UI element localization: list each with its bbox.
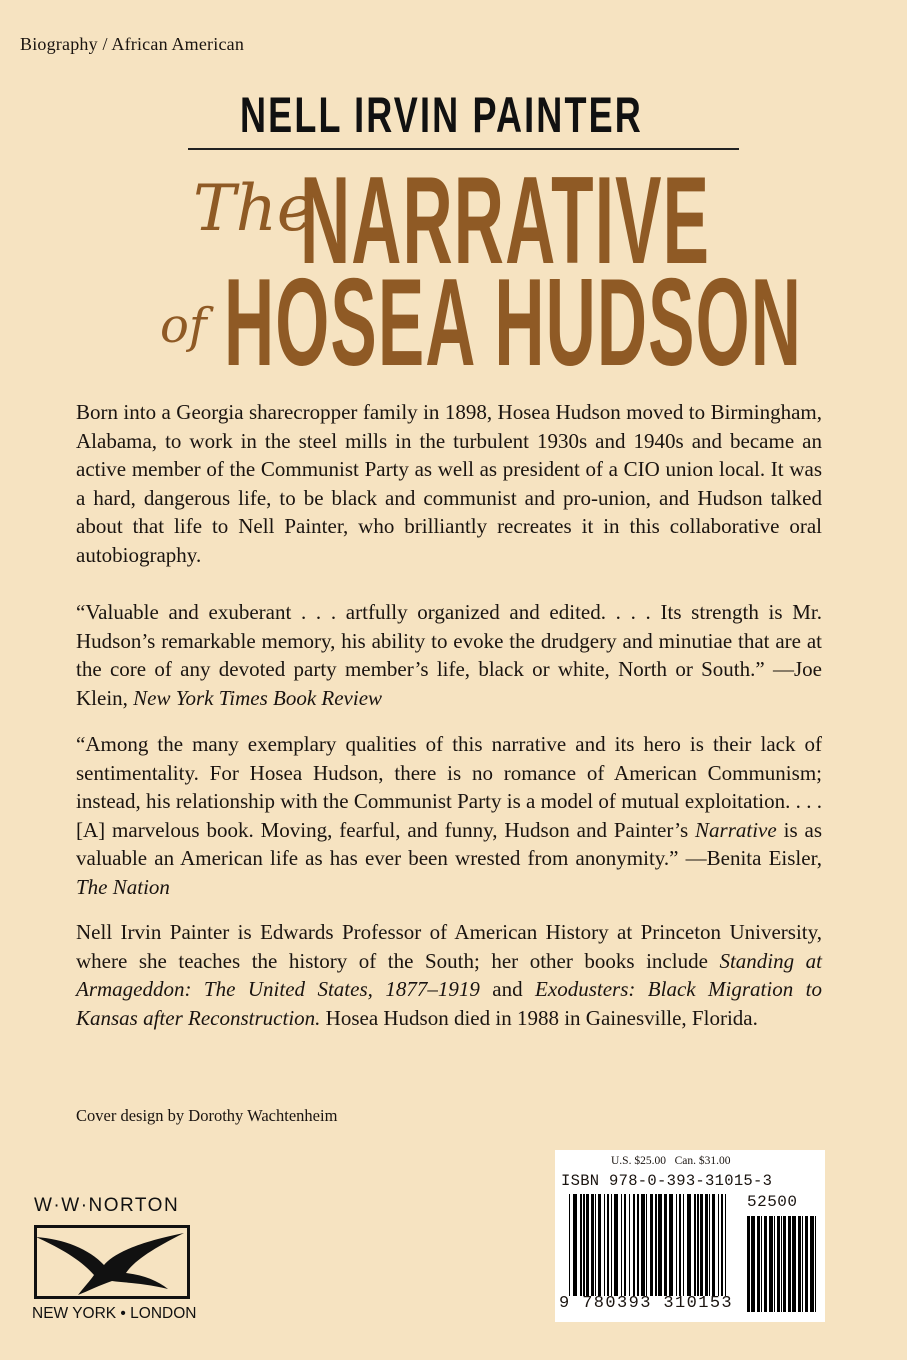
barcode-panel — [555, 1150, 825, 1322]
review-quote-klein — [76, 598, 822, 712]
barcode-bar — [788, 1216, 791, 1312]
barcode-bar — [781, 1216, 782, 1312]
barcode-bar — [792, 1216, 796, 1312]
barcode-bar — [697, 1194, 699, 1296]
barcode-bar — [725, 1194, 726, 1296]
review-quote-eisler — [76, 730, 822, 902]
barcode-bar — [637, 1194, 639, 1296]
review-quote-eisler-text: “Among the many exemplary qualities of this narrative and its hero is their lack of sentimentality. For Hosea Hudson, there is no romance of American Communism; instead, his relationship with the Communist Party is a model of mutual exploitation. . . . [A] marvelous book. Moving, fearful, and funny, Hudson and Painter’s — [76, 732, 822, 842]
seagull-logo-icon — [34, 1225, 190, 1299]
book-description: Born into a Georgia sharecropper family in 1898, Hosea Hudson moved to Birmingham, Alabama, to work in the steel mills in the turbulent 1930s and 1940s and became an active member of the Communist Party as well as president of a CIO union local. It was a hard, dangerous life, to be black and communist and pro-union, and Hudson talked about that life to Nell Painter, who brilliantly recreates it in this collaborative oral autobiography. — [76, 400, 822, 567]
barcode-bar — [798, 1216, 801, 1312]
barcode-bar — [624, 1194, 626, 1296]
barcode-bar — [650, 1194, 653, 1296]
barcode-bar — [777, 1216, 780, 1312]
isbn-number: ISBN 978-0-393-31015-3 — [561, 1172, 773, 1190]
barcode-bar — [810, 1216, 814, 1312]
barcode-bar — [591, 1194, 594, 1296]
barcode-bar — [655, 1194, 657, 1296]
barcode-bar — [573, 1194, 577, 1296]
barcode-bar — [641, 1194, 645, 1296]
barcode-bar — [658, 1194, 662, 1296]
author-bio-book1: Standing at Armageddon: The United States, 1877–1919 — [76, 948, 822, 1002]
category-label: Biography / African American — [20, 34, 245, 54]
barcode-bar — [802, 1216, 803, 1312]
title-the: The — [193, 172, 315, 246]
barcode-bar — [718, 1194, 719, 1296]
author-bio-text-end: Hosea Hudson died in 1988 in Gainesville, Florida. — [320, 1005, 758, 1030]
barcode-bar — [583, 1194, 585, 1296]
ean-number: 9 780393 310153 — [559, 1294, 734, 1313]
review-quote-eisler-text-after: is as valuable an American life as has ever been wrested from anonymity.” —Benita Eisler, — [76, 817, 823, 871]
review-quote-klein-text: “Valuable and exuberant . . . artfully organized and edited. . . . Its strength is Mr. Hudson’s remarkable memory, his ability to evoke the drudgery and minutiae that are at the core of any devoted party member’s life, black or white, North or South.” —Joe Klein, — [76, 600, 822, 710]
review-quote-eisler-source: The Nation — [76, 874, 170, 899]
title-of: of — [160, 298, 207, 354]
barcode-bar — [621, 1194, 622, 1296]
barcode-bar — [805, 1216, 808, 1312]
barcode-bar — [683, 1194, 684, 1296]
barcode-bar — [751, 1216, 755, 1312]
barcode-bar — [764, 1216, 767, 1312]
barcode-bar — [664, 1194, 667, 1296]
barcode-bar — [815, 1216, 816, 1312]
author-bio-and: and — [479, 977, 536, 1002]
review-quote-klein-source: New York Times Book Review — [133, 685, 383, 710]
author-bio — [76, 918, 822, 1032]
barcode-bar — [783, 1216, 786, 1312]
barcode-bar — [569, 1194, 570, 1296]
author-name: NELL IRVIN PAINTER — [240, 87, 643, 143]
barcode-bar — [679, 1194, 681, 1296]
barcode-bar — [595, 1194, 596, 1296]
title-narrative: NARRATIVE — [300, 152, 711, 290]
barcode-bar — [580, 1194, 582, 1296]
publisher-name: W·W·NORTON — [34, 1195, 180, 1216]
price-addon-number: 52500 — [747, 1193, 798, 1211]
barcode-bar — [614, 1194, 618, 1296]
barcode-bar — [633, 1194, 635, 1296]
barcode-bar — [747, 1216, 750, 1312]
barcode-bar — [769, 1216, 773, 1312]
barcode-bar — [604, 1194, 605, 1296]
cover-design-credit: Cover design by Dorothy Wachtenheim — [76, 1106, 338, 1125]
barcode-bar — [694, 1194, 696, 1296]
publisher-location: NEW YORK • LONDON — [32, 1305, 197, 1322]
barcode-bar — [687, 1194, 691, 1296]
author-bio-text: Nell Irvin Painter is Edwards Professor of American History at Princeton University, where she teaches the history of the South; her other books include — [76, 920, 822, 973]
barcode-bar — [757, 1216, 760, 1312]
barcode-bar — [709, 1194, 710, 1296]
barcode-bar — [586, 1194, 589, 1296]
barcode-bar — [607, 1194, 609, 1296]
barcode-bar — [669, 1194, 673, 1296]
author-bio-book2: Exodusters: Black Migration to Kansas after Reconstruction. — [76, 977, 823, 1030]
price-can: Can. $31.00 — [674, 1155, 731, 1167]
barcode-bar — [721, 1194, 723, 1296]
barcode-bar — [629, 1194, 630, 1296]
barcode-bar — [700, 1194, 703, 1296]
barcode-bar — [611, 1194, 612, 1296]
barcode-bar — [646, 1194, 647, 1296]
barcode-bar — [712, 1194, 715, 1296]
review-quote-eisler-italic: Narrative — [695, 817, 777, 842]
barcode-bar — [774, 1216, 775, 1312]
price-us: U.S. $25.00 — [611, 1155, 666, 1167]
barcode-bar — [761, 1216, 762, 1312]
barcode-bar — [598, 1194, 601, 1296]
title-hosea-hudson: HOSEA HUDSON — [224, 254, 803, 392]
barcode-bar — [676, 1194, 677, 1296]
barcode-bar — [705, 1194, 708, 1296]
